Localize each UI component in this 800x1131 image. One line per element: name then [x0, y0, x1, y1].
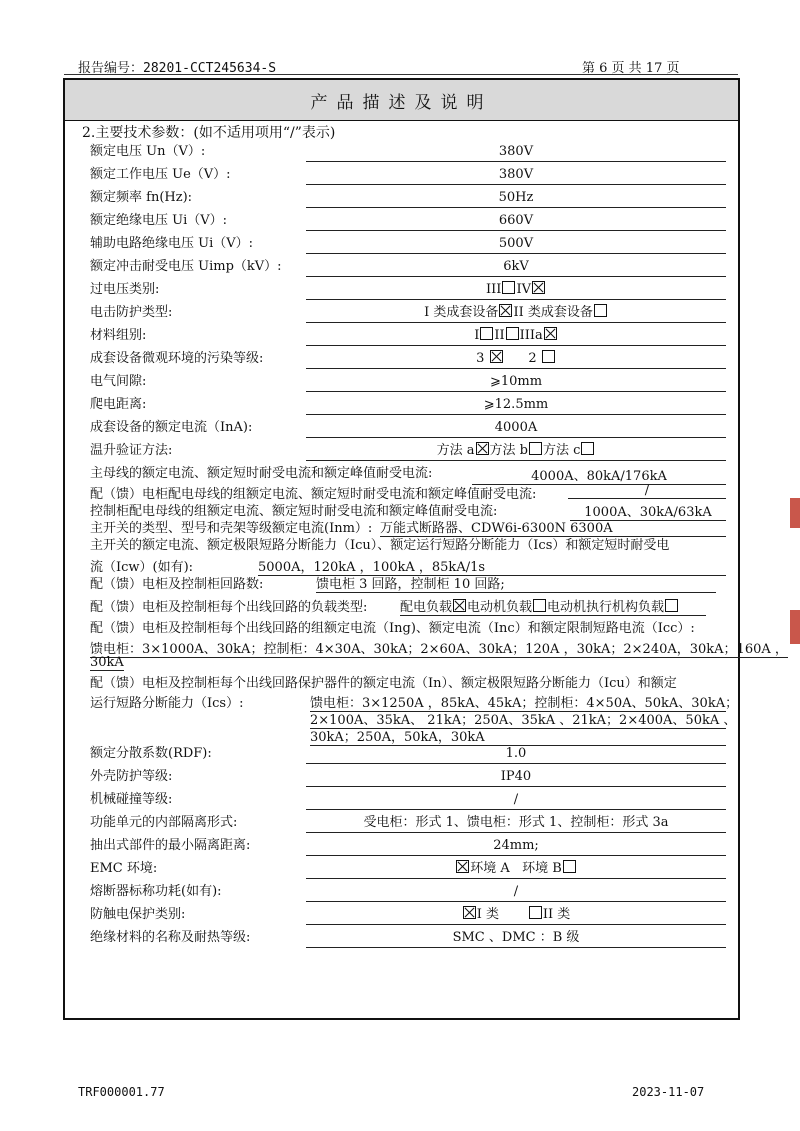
protective-label-line1: 配（馈）电柜及控制柜每个出线回路保护器件的额定电流（In）、额定极限短路分断能力（Icu）和额定 [90, 676, 677, 691]
insulation-label: 绝缘材料的名称及耐热等级: [90, 930, 251, 945]
main-switch-ratings-line1: 主开关的额定电流、额定极限短路分断能力（Icu）、额定运行短路分断能力（Ics）和额定短时耐受电 [90, 538, 670, 553]
option-label: 方法 c [542, 443, 581, 458]
load-type-label: 配（馈）电柜及控制柜每个出线回路的负载类型: [90, 600, 368, 615]
rated-current-value: 4000A [306, 419, 726, 438]
shock-protection-options [306, 304, 726, 323]
rdf-label: 额定分散系数(RDF): [90, 746, 212, 761]
separation-value: 受电柜：形式 1、馈电柜：形式 1、控制柜：形式 3a [306, 814, 726, 833]
checkbox-unchecked[interactable] [665, 599, 678, 612]
page-title: 产品描述及说明 [310, 93, 493, 113]
option-label: 环境 A [470, 861, 510, 876]
checkbox-checked[interactable] [532, 281, 545, 294]
checkbox-unchecked[interactable] [563, 860, 576, 873]
report-number: 报告编号：28201-CCT245634-S [78, 61, 277, 76]
checkbox-checked[interactable] [476, 442, 489, 455]
ip-label: 外壳防护等级: [90, 769, 173, 784]
option-label: IV [516, 282, 531, 297]
ip-value: IP40 [306, 768, 726, 787]
protection-class-options [306, 906, 726, 925]
circuits-value: 馈电柜 3 回路，控制柜 10 回路; [316, 573, 716, 593]
rated-current-label: 成套设备的额定电流（InA): [90, 420, 253, 435]
protection-class-label: 防触电保护类别: [90, 907, 186, 922]
impact-label: 机械碰撞等级: [90, 792, 173, 807]
checkbox-checked[interactable] [453, 599, 466, 612]
busbar-value: 4000A、80kA/176kA [472, 465, 726, 485]
row-value: 50Hz [306, 189, 726, 208]
option-label: 3 [476, 351, 485, 366]
row-label: 额定绝缘电压 Ui（V）: [90, 213, 228, 228]
row-value: 660V [306, 212, 726, 231]
pollution-options [306, 350, 726, 369]
material-group-label: 材料组别: [90, 328, 147, 343]
report-date: 2023-11-07 [632, 1085, 705, 1099]
section-title: 2.主要技术参数：(如不适用项用“/”表示) [82, 125, 336, 141]
form-number: TRF000001.77 [78, 1085, 165, 1099]
main-switch-ratings-line2: 流（Icw）(如有): [90, 560, 194, 575]
checkbox-unchecked[interactable] [480, 327, 493, 340]
page-indicator: 第 6 页 共 17 页 [582, 61, 680, 76]
option-label: I [474, 328, 480, 343]
row-value: 380V [306, 166, 726, 185]
protective-label-line2: 运行短路分断能力（Ics）: [90, 696, 244, 711]
fuse-value: / [306, 883, 726, 902]
checkbox-checked[interactable] [456, 860, 469, 873]
temp-rise-options [306, 442, 726, 461]
row-label: 辅助电路绝缘电压 Ui（V）: [90, 236, 254, 251]
option-label: 电动机负载 [467, 600, 533, 615]
shock-protection-label: 电击防护类型: [90, 305, 173, 320]
overvoltage-label: 过电压类别: [90, 282, 160, 297]
option-label: III [486, 282, 502, 297]
option-label: II [494, 328, 505, 343]
checkbox-unchecked[interactable] [542, 350, 555, 363]
busbar-label: 主母线的额定电流、额定短时耐受电流和额定峰值耐受电流: [90, 466, 433, 481]
material-group-options [306, 327, 726, 346]
main-switch-label: 主开关的类型、型号和壳架等级额定电流(Inm）: [90, 521, 373, 536]
option-label: 配电负载 [400, 600, 453, 615]
row-label: 额定电压 Un（V）: [90, 144, 206, 159]
row-value: 380V [306, 143, 726, 162]
protective-value-line3: 30kA；250A，50kA，30kA [310, 726, 726, 746]
checkbox-unchecked[interactable] [502, 281, 515, 294]
title-bar [65, 80, 738, 121]
feeder-bus-label: 配（馈）电柜配电母线的组额定电流、额定短时耐受电流和额定峰值耐受电流: [90, 487, 537, 502]
checkbox-checked[interactable] [490, 350, 503, 363]
outgoing-value-line1: 馈电柜：3×1000A、30kA；控制柜：4×30A、30kA；2×60A、30kA；120A ，30kA；2×240A，30kA；160A ， [90, 638, 788, 658]
header-rule [64, 74, 738, 75]
option-label: II 类 [542, 907, 571, 922]
outgoing-value-line2: 30kA [90, 655, 124, 670]
impact-value: / [306, 791, 726, 810]
option-label: 环境 B [522, 861, 562, 876]
control-bus-value: 1000A、30kA/63kA [570, 501, 726, 521]
option-label: 方法 a [436, 443, 475, 458]
option-label: II 类成套设备 [513, 305, 593, 320]
emc-options [306, 860, 726, 879]
checkbox-checked[interactable] [499, 304, 512, 317]
stamp-fragment [790, 610, 800, 644]
feeder-bus-value: / [568, 483, 726, 499]
checkbox-unchecked[interactable] [506, 327, 519, 340]
isolation-value: 24mm; [306, 837, 726, 856]
option-label: 电动机执行机构负载 [547, 600, 665, 615]
row-label: 额定工作电压 Ue（V）: [90, 167, 231, 182]
circuits-label: 配（馈）电柜及控制柜回路数: [90, 577, 264, 592]
emc-label: EMC 环境: [90, 861, 158, 876]
stamp-fragment [790, 498, 800, 528]
option-label: 2 [528, 351, 537, 366]
checkbox-checked[interactable] [463, 906, 476, 919]
row-label: 额定频率 fn(Hz): [90, 190, 193, 205]
clearance-label: 电气间隙: [90, 374, 147, 389]
checkbox-unchecked[interactable] [594, 304, 607, 317]
option-label: I 类 [476, 907, 499, 922]
protective-value-line2: 2×100A、35kA、 21kA；250A、35kA 、21kA；2×400A、50kA 、 [310, 709, 726, 729]
control-bus-label: 控制柜配电母线的组额定电流、额定短时耐受电流和额定峰值耐受电流: [90, 504, 498, 519]
row-value: 6kV [306, 258, 726, 277]
rdf-value: 1.0 [306, 745, 726, 764]
temp-rise-label: 温升验证方法: [90, 443, 173, 458]
option-label: I 类成套设备 [424, 305, 499, 320]
checkbox-unchecked[interactable] [529, 906, 542, 919]
insulation-value: SMC 、DMC ：B 级 [306, 929, 726, 948]
clearance-value: ⩾10mm [306, 373, 726, 392]
isolation-label: 抽出式部件的最小隔离距离: [90, 838, 251, 853]
option-label: IIIa [519, 328, 543, 343]
outgoing-label: 配（馈）电柜及控制柜每个出线回路的组额定电流（Ing)、额定电流（Inc）和额定限制短路电流（Icc）: [90, 621, 695, 636]
checkbox-unchecked[interactable] [533, 599, 546, 612]
checkbox-checked[interactable] [544, 327, 557, 340]
pollution-label: 成套设备微观环境的污染等级: [90, 351, 264, 366]
load-type-options [400, 596, 706, 616]
checkbox-unchecked[interactable] [529, 442, 542, 455]
fuse-label: 熔断器标称功耗(如有): [90, 884, 222, 899]
row-label: 额定冲击耐受电压 Uimp（kV）: [90, 259, 282, 274]
main-switch-ratings-value: 5000A，120kA ，100kA ，85kA/1s [258, 556, 726, 576]
creepage-label: 爬电距离: [90, 397, 147, 412]
overvoltage-options [306, 281, 726, 300]
protective-value-line1: 馈电柜：3×1250A ，85kA、45kA；控制柜：4×50A、50kA、30kA； [310, 692, 726, 712]
checkbox-unchecked[interactable] [581, 442, 594, 455]
row-value: 500V [306, 235, 726, 254]
main-switch-value: 万能式断路器、CDW6i-6300N 6300A [380, 517, 726, 537]
separation-label: 功能单元的内部隔离形式: [90, 815, 238, 830]
creepage-value: ⩾12.5mm [306, 396, 726, 415]
option-label: 方法 b [489, 443, 528, 458]
